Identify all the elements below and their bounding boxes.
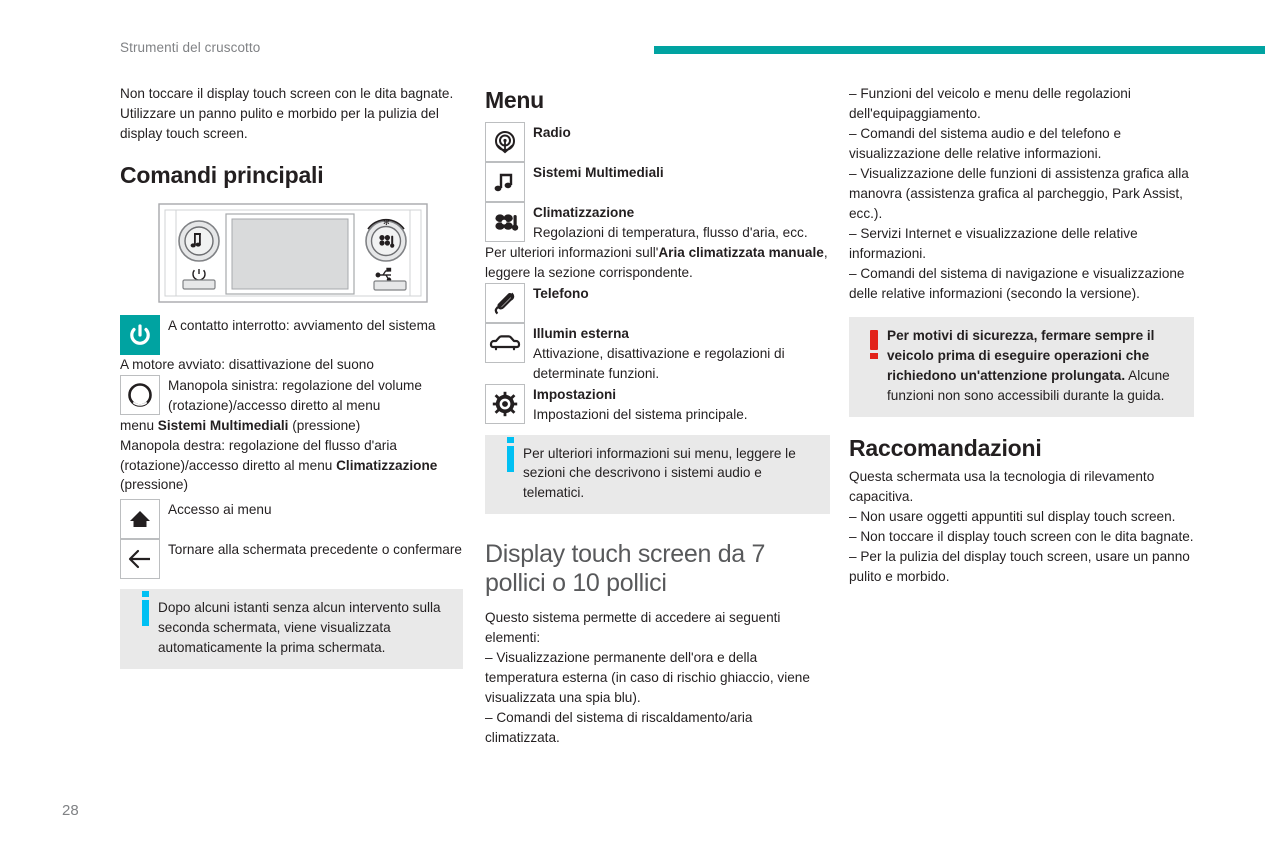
knob-right-bold: Climatizzazione (336, 457, 438, 473)
climate-note-bold: Aria climatizzata manuale (658, 244, 824, 260)
music-icon (485, 162, 525, 202)
heading-raccomandazioni: Raccomandazioni (849, 434, 1042, 461)
menu-row-lighting-sub: Attivazione, disattivazione e regolazioni di determinate funzioni. (533, 345, 785, 381)
info-icon (497, 444, 523, 478)
knob-right-text: Manopola destra: regolazione del flusso d'aria (rotazione)/accesso diretto al menu (120, 437, 397, 473)
right-bullet-2: – Visualizzazione delle funzioni di assistenza grafica alla manovra (assistenza grafica al parcheggio, Park Assist, ecc.). (849, 165, 1189, 221)
rec-bullet-1: – Non toccare il display touch screen con le dita bagnate. (849, 529, 1194, 545)
right-bullet-4: – Comandi del sistema di navigazione e visualizzazione delle relative informazioni (secondo la versione). (849, 265, 1185, 301)
climate-note-c: , leggere la sezione corrispondente. (485, 244, 828, 280)
column-middle (485, 84, 830, 748)
control-row-knob (120, 375, 463, 416)
info-callout-col2 (485, 435, 830, 515)
info-icon (132, 598, 158, 632)
control-row-home (120, 499, 463, 539)
running-head: Strumenti del cruscotto (120, 40, 261, 55)
radio-icon (485, 122, 525, 162)
menu-row-lighting-title: Illumin esterna (533, 325, 629, 341)
rec-intro: Questa schermata usa la tecnologia di rilevamento capacitiva. (849, 469, 1155, 505)
home-icon (120, 499, 160, 539)
svg-text:✻: ✻ (383, 217, 390, 227)
warning-callout-bold: Per motivi di sicurezza, fermare sempre il veicolo prima di eseguire operazioni che richiedono un'attenzione prolungata. (887, 327, 1155, 383)
screen-bullet-1: – Comandi del sistema di riscaldamento/aria climatizzata. (485, 710, 753, 746)
control-row-knob-text: Manopola sinistra: regolazione del volume (rotazione)/accesso diretto al menu (168, 377, 422, 413)
rec-bullet-0: – Non usare oggetti appuntiti sul display touch screen. (849, 509, 1176, 525)
menu-row-multimedia-title: Sistemi Multimediali (533, 164, 664, 180)
knob-right-press: (pressione) (120, 477, 188, 493)
right-bullet-1: – Comandi del sistema audio e del telefono e visualizzazione delle relative informazioni. (849, 125, 1122, 161)
knob-menu-press: (pressione) (288, 417, 361, 433)
screen-intro: Questo sistema permette di accedere ai seguenti elementi: (485, 610, 781, 646)
rec-bullet-2: – Per la pulizia del display touch screen, usare un panno pulito e morbido. (849, 549, 1190, 585)
control-row-power (120, 315, 463, 355)
back-arrow-icon (120, 539, 160, 579)
screen-bullet-0: – Visualizzazione permanente dell'ora e della temperatura esterna (in caso di rischio ghiaccio, viene visualizzata una spia blu). (485, 650, 810, 706)
gear-icon (485, 384, 525, 424)
right-bullet-3: – Servizi Internet e visualizzazione delle relative informazioni. (849, 225, 1138, 261)
warning-callout (849, 317, 1194, 417)
control-row-back (120, 539, 463, 579)
menu-row-phone (485, 283, 830, 323)
menu-row-radio (485, 122, 830, 162)
control-row-engine-text: A motore avviato: disattivazione del suono (120, 356, 374, 372)
menu-row-phone-title: Telefono (533, 285, 589, 301)
menu-row-climate-title: Climatizzazione (533, 204, 635, 220)
menu-row-settings (485, 384, 830, 425)
column-right (849, 84, 1194, 587)
menu-row-climate (485, 202, 830, 243)
warning-callout-text: Alcune funzioni non sono accessibili durante la guida. (887, 367, 1170, 403)
knob-icon (120, 375, 160, 415)
control-row-home-text: Accesso ai menu (168, 502, 272, 518)
menu-row-settings-sub: Impostazioni del sistema principale. (533, 406, 748, 422)
heading-display-touch-screen: Display touch screen da 7 pollici o 10 pollici (485, 540, 766, 598)
knob-menu-bold: Sistemi Multimediali (157, 417, 289, 433)
intro-paragraph: Non toccare il display touch screen con le dita bagnate. Utilizzare un panno pulito e morbido per la pulizia del display touch screen. (120, 86, 454, 141)
knob-menu-word: menu (120, 417, 158, 433)
knob-continuation (120, 416, 463, 436)
control-row-power-text: A contatto interrotto: avviamento del sistema (168, 317, 436, 333)
header-accent-rule (654, 46, 1265, 54)
car-light-icon (485, 323, 525, 363)
warning-icon (861, 326, 887, 360)
menu-row-climate-sub: Regolazioni di temperatura, flusso d'aria, ecc. (533, 224, 808, 240)
menu-row-lighting (485, 323, 830, 384)
column-left (120, 84, 463, 669)
menu-row-settings-title: Impostazioni (533, 386, 617, 402)
info-callout-col2-text: Per ulteriori informazioni sui menu, leggere le sezioni che descrivono i sistemi audio e telematici. (523, 445, 796, 501)
power-icon (120, 315, 160, 355)
climate-note-a: Per ulteriori informazioni sull' (485, 244, 659, 260)
right-bullet-0: – Funzioni del veicolo e menu delle regolazioni dell'equipaggiamento. (849, 86, 1131, 121)
info-callout-col1 (120, 589, 463, 669)
climate-icon (485, 202, 525, 242)
knob-right-description (120, 436, 463, 496)
page-number: 28 (62, 802, 79, 819)
heading-menu: Menu (485, 87, 544, 113)
info-callout-col1-text: Dopo alcuni istanti senza alcun intervento sulla seconda schermata, viene visualizzata automaticamente la prima schermata. (158, 600, 441, 656)
phone-icon (485, 283, 525, 323)
control-row-back-text: Tornare alla schermata precedente o confermare (168, 542, 462, 558)
head-unit-illustration (158, 203, 463, 309)
climate-note (485, 243, 830, 283)
heading-comandi-principali: Comandi principali (120, 161, 324, 188)
menu-row-radio-title: Radio (533, 124, 571, 140)
menu-row-multimedia (485, 162, 830, 202)
